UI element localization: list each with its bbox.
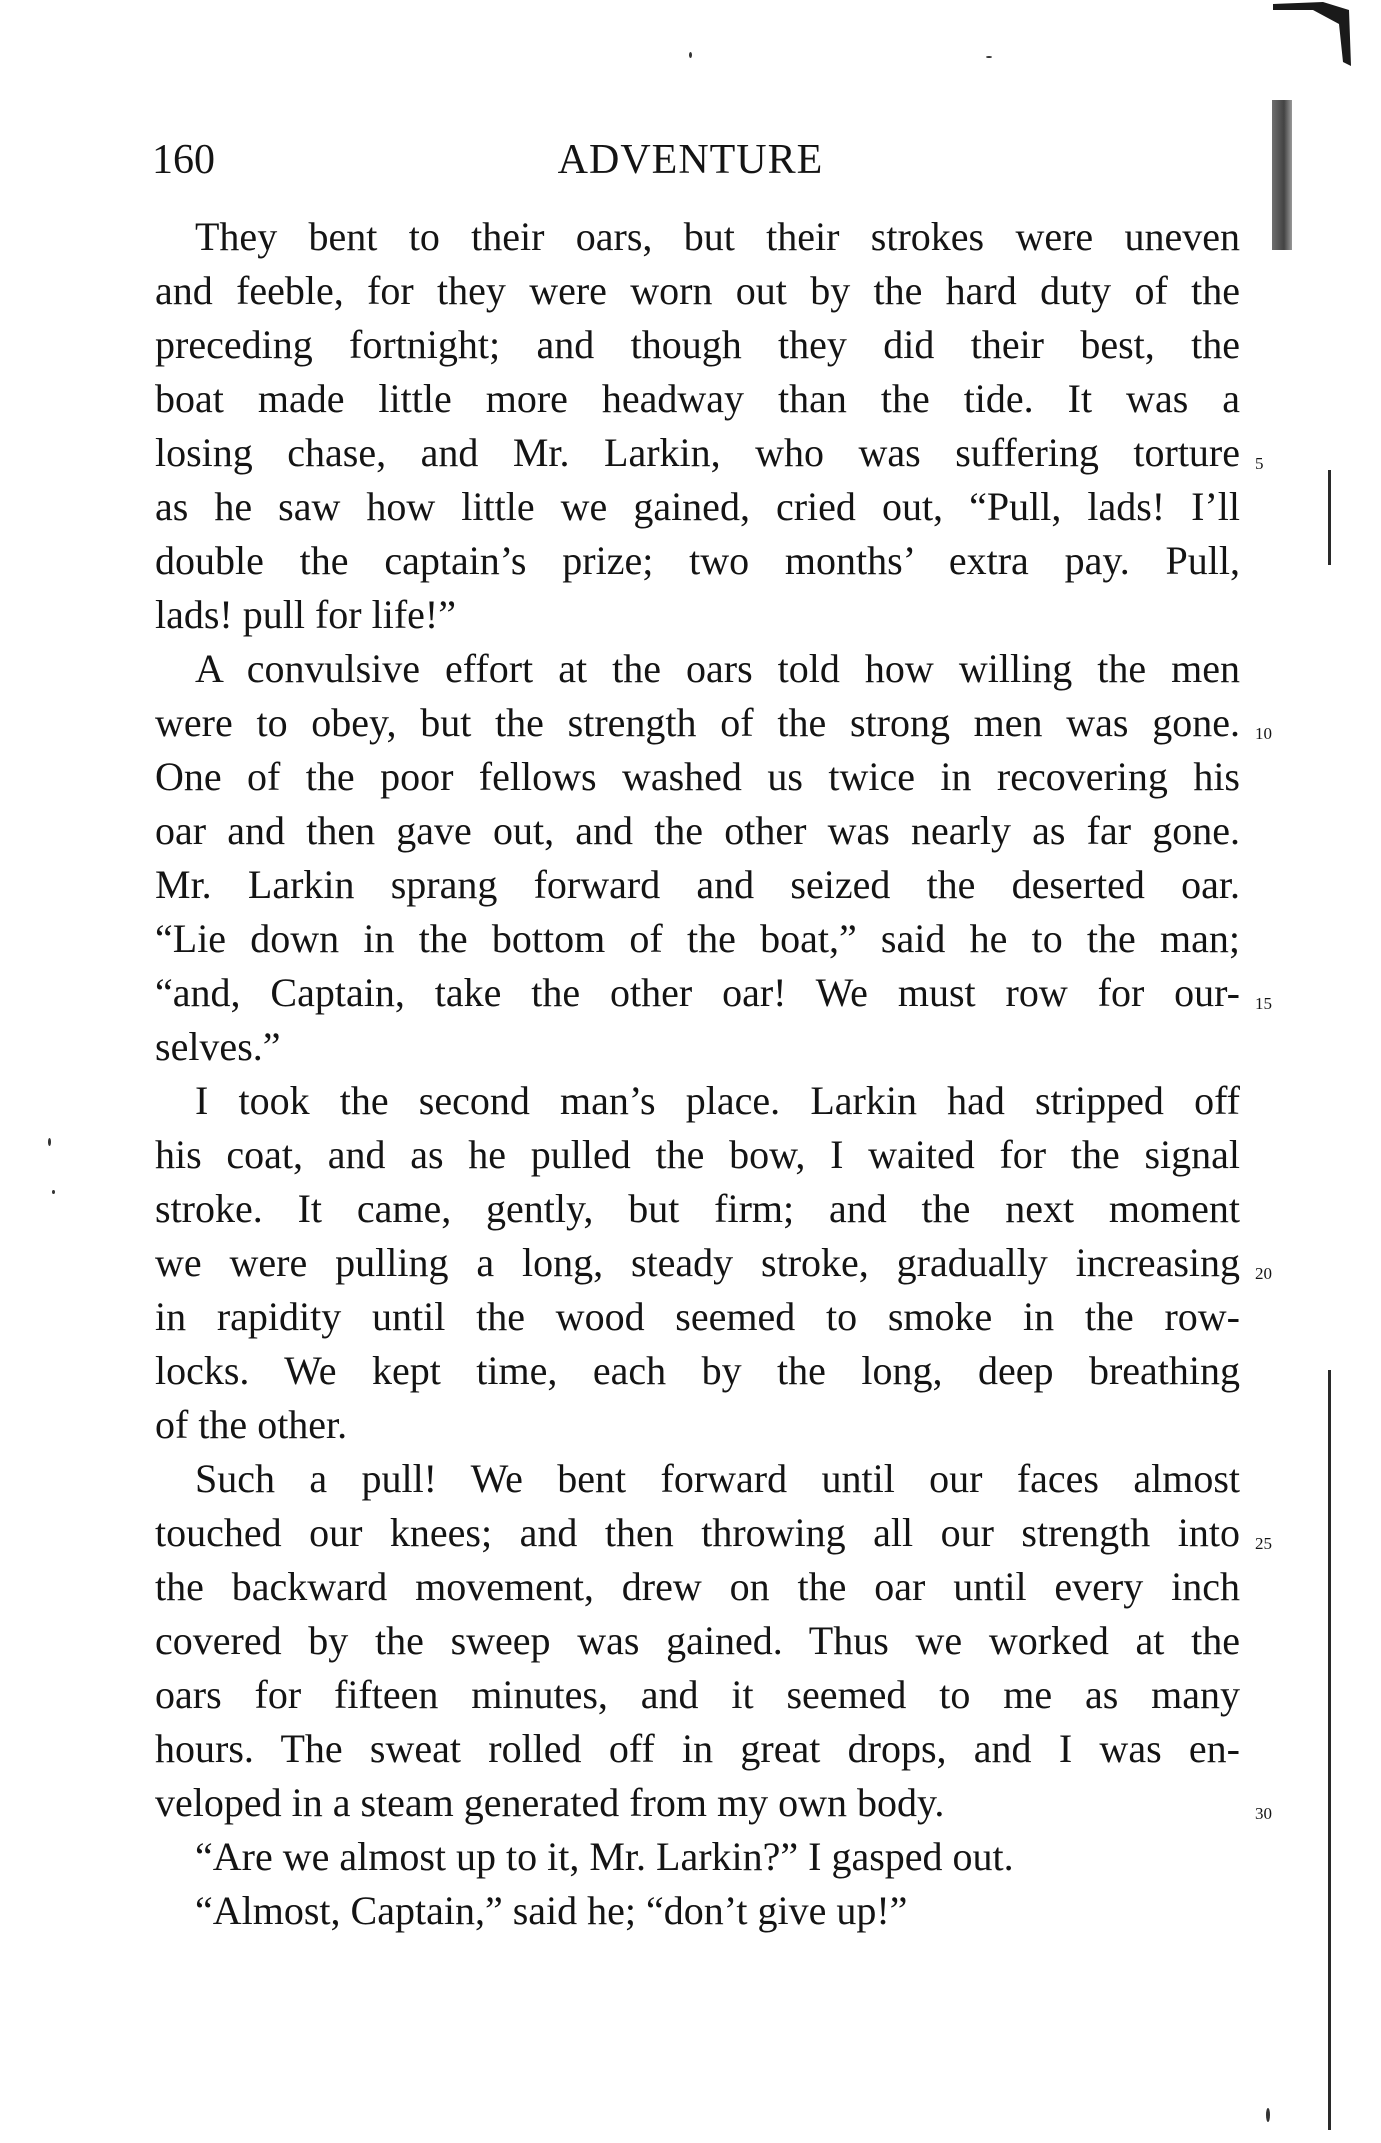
text-line: touched our knees; and then throwing all our strength into [155,1510,1240,1555]
scan-speck [52,1190,55,1194]
text-line: stroke. It came, gently, but firm; and the next moment [155,1186,1240,1231]
scan-edge-shadow [1272,100,1292,250]
text-line: oar and then gave out, and the other was nearly as far gone. [155,808,1240,853]
scan-speck [689,52,692,58]
scan-speck [1266,2108,1270,2122]
margin-line-number: 30 [1255,1804,1272,1823]
text-line: lads! pull for life!” [155,592,456,637]
text-line: “Are we almost up to it, Mr. Larkin?” I gasped out. [195,1834,1014,1879]
text-line: the backward movement, drew on the oar until every inch [155,1564,1240,1609]
text-line: One of the poor fellows washed us twice in recovering his [155,754,1240,799]
text-line: Such a pull! We bent forward until our faces almost [195,1456,1240,1501]
text-line: of the other. [155,1402,348,1447]
text-line: losing chase, and Mr. Larkin, who was suffering torture [155,430,1240,475]
text-line: “Almost, Captain,” said he; “don’t give up!” [195,1888,908,1933]
scan-speck [986,56,992,58]
text-line: “and, Captain, take the other oar! We must row for our- [155,970,1240,1015]
margin-line-number: 15 [1255,994,1272,1013]
scan-corner-mark [1273,0,1353,70]
text-line: boat made little more headway than the tide. It was a [155,376,1240,421]
body-text [155,210,1240,1938]
running-title: ADVENTURE [557,137,824,183]
margin-line-number: 20 [1255,1264,1272,1283]
page-number: 160 [152,137,215,183]
margin-line-number: 10 [1255,724,1272,743]
text-line: covered by the sweep was gained. Thus we worked at the [155,1618,1240,1663]
text-line: oars for fifteen minutes, and it seemed to me as many [155,1672,1240,1717]
text-line: locks. We kept time, each by the long, deep breathing [155,1348,1240,1393]
text-line: double the captain’s prize; two months’ extra pay. Pull, [155,538,1240,583]
text-line: They bent to their oars, but their strokes were uneven [195,214,1240,259]
margin-line-number: 5 [1255,454,1264,473]
text-line: I took the second man’s place. Larkin had stripped off [195,1078,1240,1123]
text-line: and feeble, for they were worn out by the hard duty of the [155,268,1240,313]
text-line: A convulsive effort at the oars told how willing the men [195,646,1240,691]
text-line: Mr. Larkin sprang forward and seized the deserted oar. [155,862,1240,907]
text-line: selves.” [155,1024,281,1069]
margin-line-number: 25 [1255,1534,1272,1553]
scan-edge-line [1328,1370,1331,2130]
text-line: we were pulling a long, steady stroke, gradually increasing [155,1240,1240,1285]
scan-edge-line [1328,470,1331,565]
text-line: “Lie down in the bottom of the boat,” said he to the man; [155,916,1240,961]
text-line: preceding fortnight; and though they did their best, the [155,322,1240,367]
scan-speck [48,1138,51,1146]
text-line: veloped in a steam generated from my own body. [155,1780,945,1825]
text-line: as he saw how little we gained, cried out, “Pull, lads! I’ll [155,484,1240,529]
text-line: were to obey, but the strength of the strong men was gone. [155,700,1240,745]
text-line: his coat, and as he pulled the bow, I waited for the signal [155,1132,1240,1177]
text-line: in rapidity until the wood seemed to smoke in the row- [155,1294,1240,1339]
text-line: hours. The sweat rolled off in great drops, and I was en- [155,1726,1240,1771]
